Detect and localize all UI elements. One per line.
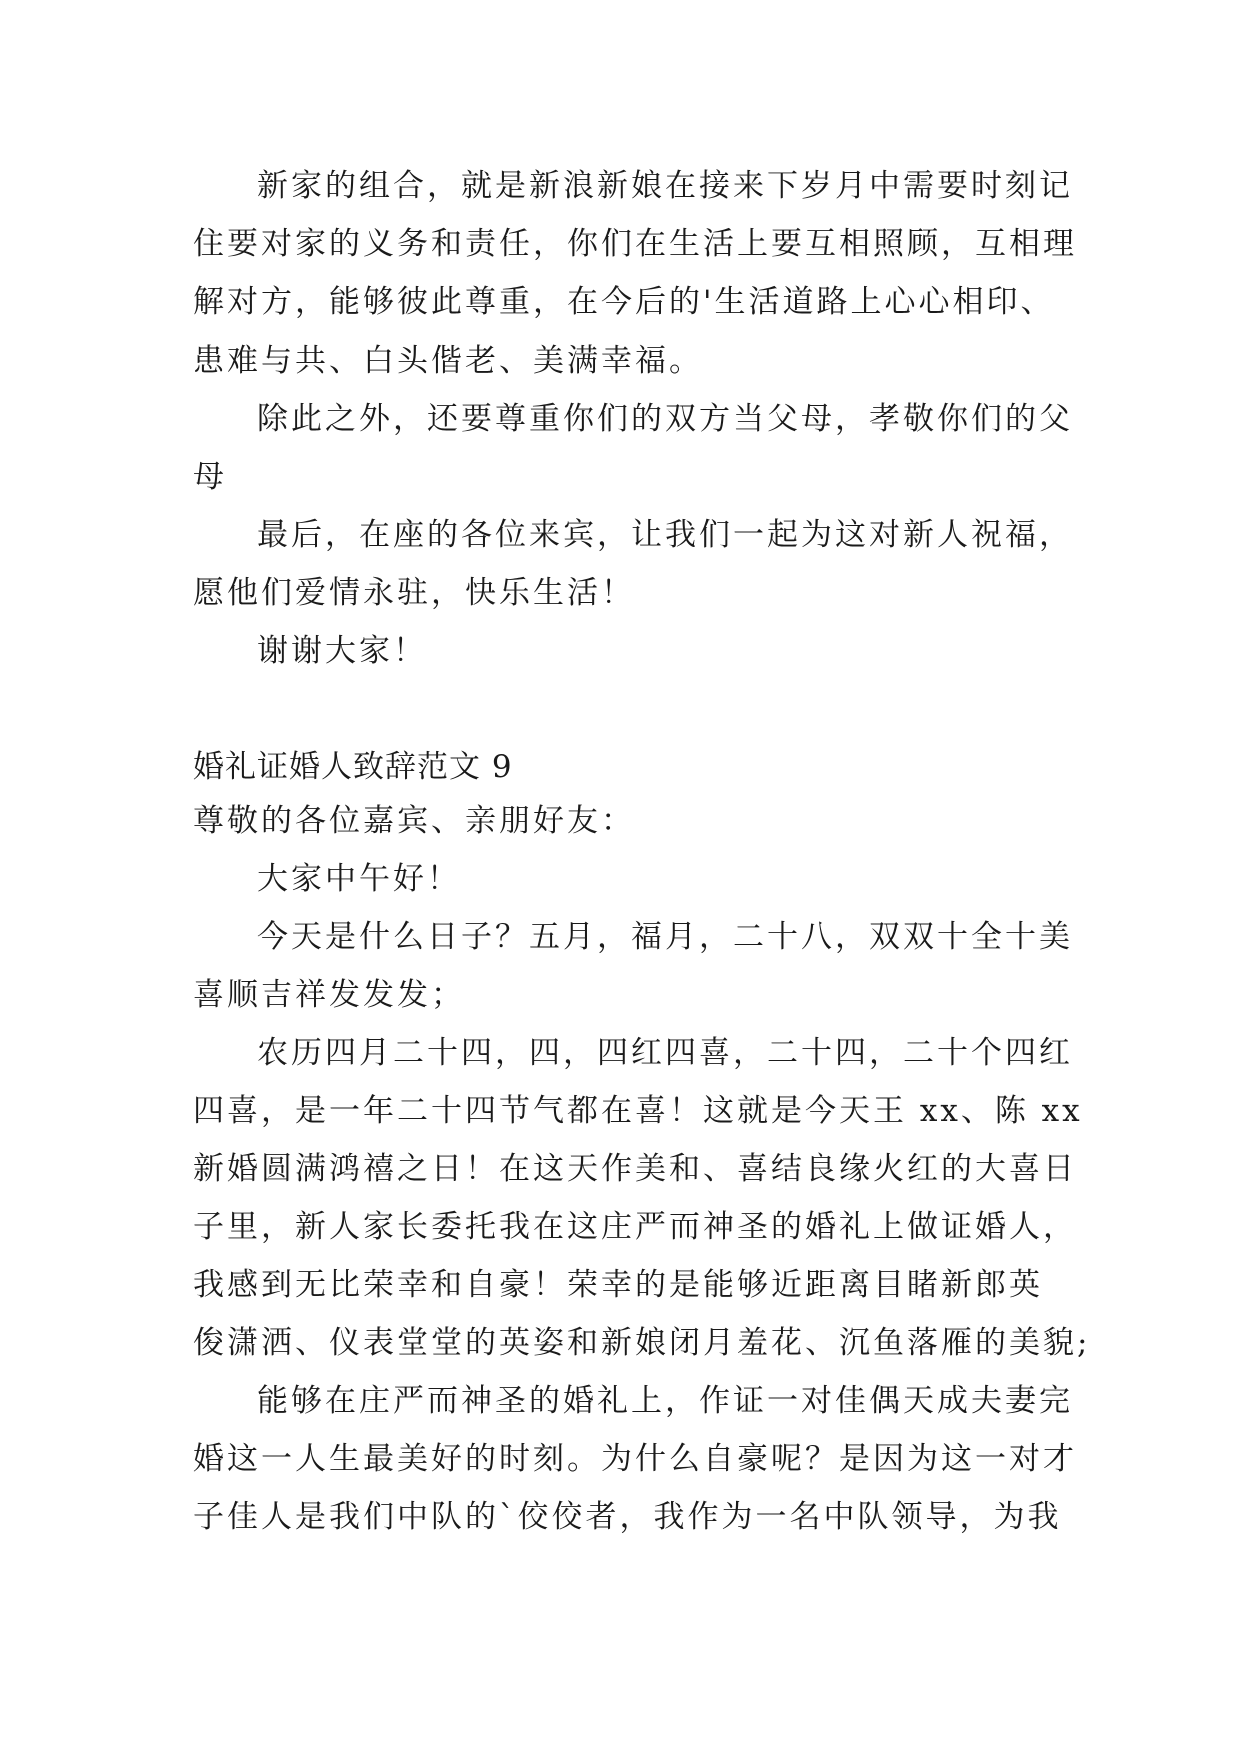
paragraph-line: 谢谢大家！ (257, 633, 427, 669)
paragraph-line: 子里，新人家长委托我在这庄严而神圣的婚礼上做证婚人， (193, 1209, 1077, 1245)
paragraph-line: 解对方，能够彼此尊重，在今后的'生活道路上心心相印、 (193, 284, 1055, 320)
paragraph-line: 婚这一人生最美好的时刻。为什么自豪呢？是因为这一对才 (193, 1441, 1077, 1477)
paragraph-line: 能够在庄严而神圣的婚礼上，作证一对佳偶天成夫妻完 (257, 1383, 1073, 1419)
section-heading: 婚礼证婚人致辞范文 9 (193, 749, 513, 785)
paragraph-line: 新家的组合，就是新浪新娘在接来下岁月中需要时刻记 (257, 168, 1073, 204)
paragraph-line: 农历四月二十四，四，四红四喜，二十四，二十个四红 (257, 1035, 1073, 1071)
paragraph-line: 喜顺吉祥发发发； (193, 977, 465, 1013)
paragraph-line: 四喜，是一年二十四节气都在喜！这就是今天王 xx、陈 xx (193, 1093, 1083, 1129)
paragraph-line: 愿他们爱情永驻，快乐生活！ (193, 575, 635, 611)
paragraph-line: 俊潇洒、仪表堂堂的英姿和新娘闭月羞花、沉鱼落雁的美貌; (193, 1325, 1091, 1361)
salutation-line: 尊敬的各位嘉宾、亲朋好友： (193, 803, 635, 839)
paragraph-line: 除此之外，还要尊重你们的双方当父母，孝敬你们的父 (257, 401, 1073, 437)
paragraph-line: 新婚圆满鸿禧之日！在这天作美和、喜结良缘火红的大喜日 (193, 1151, 1077, 1187)
paragraph-line: 今天是什么日子？五月，福月，二十八，双双十全十美 (257, 919, 1073, 955)
paragraph-line: 子佳人是我们中队的`佼佼者，我作为一名中队领导，为我 (193, 1499, 1062, 1535)
paragraph-line: 大家中午好！ (257, 861, 461, 897)
paragraph-line: 母 (193, 459, 227, 495)
paragraph-line: 住要对家的义务和责任，你们在生活上要互相照顾，互相理 (193, 226, 1077, 262)
paragraph-line: 我感到无比荣幸和自豪！荣幸的是能够近距离目睹新郎英 (193, 1267, 1043, 1303)
paragraph-line: 患难与共、白头偕老、美满幸福。 (193, 343, 703, 379)
paragraph-line: 最后，在座的各位来宾，让我们一起为这对新人祝福， (257, 517, 1073, 553)
